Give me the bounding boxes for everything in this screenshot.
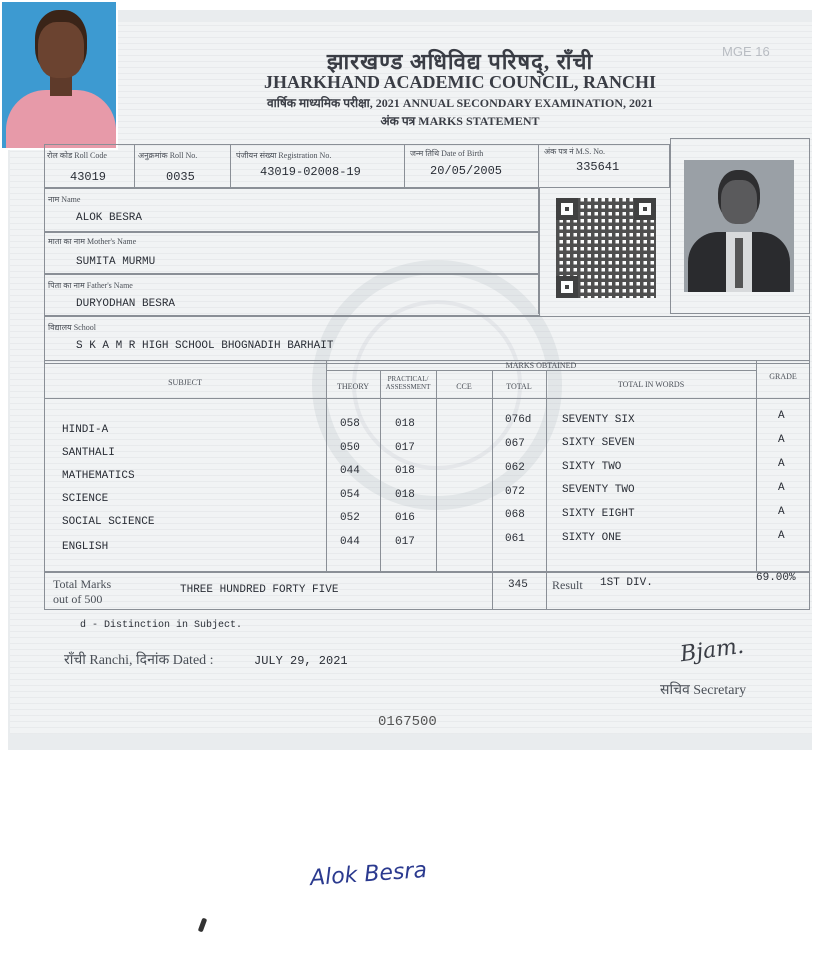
total-row (44, 572, 810, 610)
total-cell: 061 (505, 533, 525, 545)
total-in-words: THREE HUNDRED FORTY FIVE (180, 584, 339, 596)
serial-number: 0167500 (378, 714, 437, 730)
subject-cell: HINDI-A (62, 424, 109, 436)
theory-cell: 050 (340, 442, 360, 454)
mother-label: माता का नाम Mother's Name (48, 237, 137, 246)
exam-title-english: ANNUAL SECONDARY EXAMINATION, 2021 (402, 96, 654, 110)
total-cell: 062 (505, 462, 525, 474)
registration-label: पंजीयन संख्या Registration No. (236, 151, 332, 160)
exam-title (120, 94, 800, 111)
doc-title-hindi: अंक पत्र (380, 114, 416, 128)
grade-cell: A (778, 434, 785, 446)
theory-cell: 058 (340, 418, 360, 430)
father-name: DURYODHAN BESRA (76, 298, 176, 310)
dated-label: राँची Ranchi, दिनांक Dated : (64, 653, 214, 668)
title-hindi: झारखण्ड अधिविद्य परिषद्, राँची (326, 49, 594, 74)
roll-code: 43019 (70, 170, 107, 184)
date-of-birth: 20/05/2005 (430, 164, 503, 178)
total-cell: 068 (505, 509, 525, 521)
subject-cell: ENGLISH (62, 541, 109, 553)
title-english: JHARKHAND ACADEMIC COUNCIL, RANCHI (263, 72, 656, 92)
handwritten-name: Alok Besra (309, 857, 428, 892)
ghost-print-text: MGE 16 (722, 44, 770, 59)
registration-no: 43019-02008-19 (260, 165, 361, 179)
subject-cell: SCIENCE (62, 493, 109, 505)
name-row (44, 188, 540, 232)
ms-no-label: अंक पत्र नं M.S. No. (544, 147, 605, 156)
practical-cell: 017 (395, 442, 415, 454)
secretary-signature: Bjam. (678, 633, 746, 668)
exam-title-hindi: वार्षिक माध्यमिक परीक्षा, 2021 (266, 96, 400, 110)
issue-date: JULY 29, 2021 (254, 654, 348, 668)
grand-total: 345 (508, 579, 528, 591)
practical-cell: 018 (395, 465, 415, 477)
grade-cell: A (778, 506, 785, 518)
words-cell: SEVENTY TWO (562, 484, 635, 496)
distinction-note: d - Distinction in Subject. (80, 620, 243, 631)
school-label: विद्यालय School (48, 323, 96, 332)
grade-header: GRADE (769, 372, 797, 381)
dob-label: जन्म तिथि Date of Birth (410, 149, 484, 158)
school-name: S K A M R HIGH SCHOOL BHOGNADIH BARHAIT (76, 340, 334, 352)
qr-code (556, 198, 656, 298)
words-cell: SEVENTY SIX (562, 414, 635, 426)
student-photo-attached (0, 0, 118, 150)
result-value: 1ST DIV. (600, 577, 653, 589)
subject-cell: SOCIAL SCIENCE (62, 516, 155, 528)
theory-header: THEORY (337, 382, 369, 391)
practical-cell: 017 (395, 536, 415, 548)
name-label: नाम Name (48, 195, 81, 204)
total-in-words-header: TOTAL IN WORDS (617, 380, 685, 389)
doc-title (120, 112, 800, 129)
roll-code-label: रोल कोड Roll Code (47, 151, 107, 160)
father-label: पिता का नाम Father's Name (48, 281, 133, 290)
subject-cell: MATHEMATICS (62, 470, 135, 482)
practical-cell: 018 (395, 489, 415, 501)
words-cell: SIXTY TWO (562, 461, 622, 473)
ms-no: 335641 (576, 160, 620, 174)
grade-cell: A (778, 458, 785, 470)
result-label: Result (552, 578, 583, 592)
subject-header: SUBJECT (168, 378, 202, 387)
total-cell: 076d (505, 414, 532, 426)
theory-cell: 044 (340, 465, 360, 477)
words-cell: SIXTY EIGHT (562, 508, 635, 520)
roll-no-label: अनुक्रमांक Roll No. (138, 151, 198, 160)
total-header: TOTAL (506, 382, 532, 391)
theory-cell: 054 (340, 489, 360, 501)
mother-name: SUMITA MURMU (76, 256, 156, 268)
ink-mark (198, 918, 207, 933)
cce-header: CCE (456, 382, 472, 391)
words-cell: SIXTY ONE (562, 532, 622, 544)
practical-cell: 018 (395, 418, 415, 430)
marks-table (44, 360, 810, 572)
out-of-label: out of 500 (53, 592, 103, 606)
subject-cell: SANTHALI (62, 447, 115, 459)
percentage: 69.00% (756, 572, 796, 584)
words-cell: SIXTY SEVEN (562, 437, 635, 449)
marks-obtained-header: MARKS OBTAINED (505, 361, 577, 370)
student-name: ALOK BESRA (76, 212, 143, 224)
total-cell: 067 (505, 438, 525, 450)
theory-cell: 052 (340, 512, 360, 524)
doc-title-english: MARKS STATEMENT (418, 114, 540, 128)
grade-cell: A (778, 530, 785, 542)
total-cell: 072 (505, 486, 525, 498)
student-photo-printed (684, 160, 794, 292)
total-marks-label: Total Marks (53, 577, 112, 591)
practical-cell: 016 (395, 512, 415, 524)
grade-cell: A (778, 482, 785, 494)
grade-cell: A (778, 410, 785, 422)
theory-cell: 044 (340, 536, 360, 548)
roll-no: 0035 (166, 170, 195, 184)
secretary-label: सचिव Secretary (660, 683, 747, 698)
practical-header: PRACTICAL/ ASSESSMENT (385, 375, 431, 391)
